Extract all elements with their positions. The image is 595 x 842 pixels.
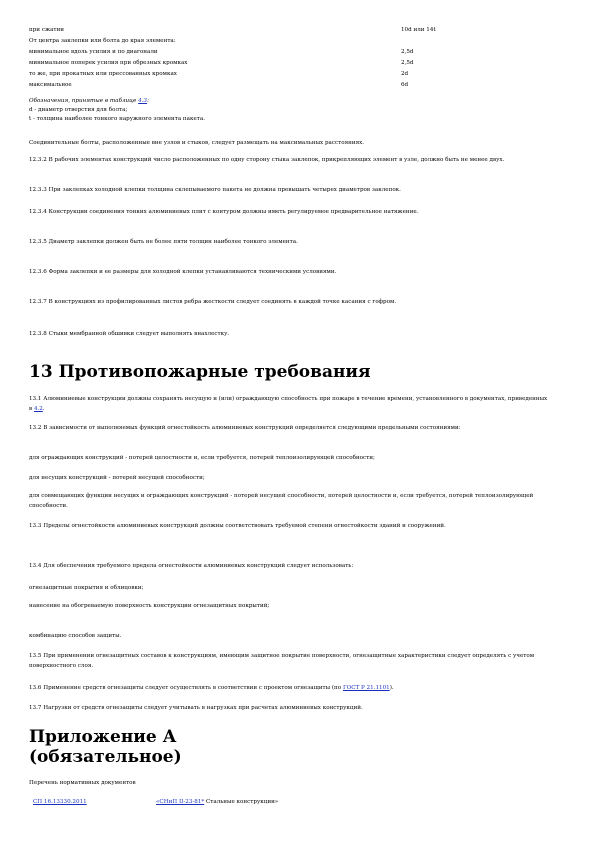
ref-title-link[interactable]: «СНиП II-23-81*: [156, 799, 205, 805]
paragraph: 12.3.5 Диаметр заклепки должен быть не более пяти толщин наиболее тонкого элемента.: [29, 239, 298, 245]
table-row-label: минимальное поперек усилия при обрезных кромках: [29, 60, 188, 66]
clause-link-4-2[interactable]: 4.2: [33, 405, 43, 412]
paragraph: 12.3.4 Конструкции соединения тонких алюминиевых плит с контуром должны иметь регулируемое предварительное натяжение.: [29, 209, 419, 215]
paragraph: 12.3.7 В конструкциях из профилированных листов ребра жесткости следует соединять в каждой точке касания с гофром.: [29, 299, 397, 305]
paragraph: 13.7 Нагрузки от средств огнезащиты следует учитывать в нагрузках при расчетах алюминиевых конструкций.: [29, 705, 363, 711]
paragraph: для совмещающих функции несущих и ограждающих конструкций - потерей несущей способности, потерей целостности и, если требуется, потерей теплоизолирующей способности.: [29, 493, 534, 509]
ref-title-text: Стальные конструкции»: [204, 799, 279, 805]
table-row-label: при сжатии: [29, 27, 64, 33]
paragraph-text: ).: [389, 685, 394, 691]
table-row-label: От центра заклепки или болта до края элемента:: [29, 38, 176, 44]
table-row-value: 2d: [401, 71, 409, 77]
paragraph: [29, 395, 549, 414]
paragraph: 13.3 Пределы огнестойкости алюминиевых конструкций должны соответствовать требуемой степени огнестойкости зданий и сооружений.: [29, 523, 446, 529]
paragraph: 13.2 В зависимости от выполняемых функций огнестойкость алюминиевых конструкций определяется следующими предельными состояниями:: [29, 425, 461, 431]
paragraph: 12.3.3 При заклепках холодной клепки толщина склепываемого пакета не должна превышать четырех диаметров заклепок.: [29, 187, 401, 193]
paragraph: 12.3.6 Форма заклепки и ее размеры для холодной клепки устанавливаются техническими условиями.: [29, 269, 337, 275]
paragraph: комбинацию способов защиты.: [29, 633, 122, 639]
paragraph: 13.4 Для обеспечения требуемого предела огнестойкости алюминиевых конструкций следует использовать:: [29, 563, 354, 569]
paragraph: 12.3.2 В рабочих элементах конструкций число расположенных по одну сторону стыка заклепок, прикрепляющих элемент в узле, должно быть не менее двух.: [29, 157, 505, 163]
paragraph-text: 13.1 Алюминиевые конструкции должны сохранять несущую и (или) ограждающую способность при пожаре в течение времени, установленного в документах, приведенных в: [29, 396, 548, 412]
appendix-status: (обязательное): [29, 747, 182, 767]
table-row-value: 10d или 14t: [401, 27, 436, 33]
table-row-value: 2,5d: [401, 60, 414, 66]
notes-suffix: :: [147, 98, 149, 104]
table-row-label: максимальное: [29, 82, 72, 88]
paragraph-text: .: [42, 405, 45, 412]
table-row-label: то же, при прокатных или прессованных кромках: [29, 71, 177, 77]
note-d: d - диаметр отверстия для болта;: [29, 107, 128, 113]
paragraph-text: 13.6 Применение средств огнезащиты следует осуществлять в соответствии с проектом огнезащиты (по: [29, 685, 343, 691]
ref-code-link[interactable]: [33, 798, 87, 807]
note-t: t - толщина наиболее тонкого наружного элемента пакета.: [29, 116, 206, 122]
notes-prefix: Обозначения, принятые в таблице: [29, 98, 139, 104]
paragraph: 12.3.8 Стыки мембранной обшивки следует выполнять внахлестку.: [29, 331, 230, 337]
table-row-label: минимальное вдоль усилия и по диагонали: [29, 49, 158, 55]
appendix-subtitle: Перечень нормативных документов: [29, 780, 136, 786]
table-row-value: 6d: [401, 82, 409, 88]
ref-title: [156, 798, 278, 807]
paragraph: Соединительные болты, расположенные вне узлов и стыков, следует размещать на максимальных расстояниях.: [29, 140, 365, 146]
ref-code[interactable]: СП 16.13330.2011: [33, 799, 87, 805]
appendix-title: Приложение А: [29, 727, 177, 747]
table-notes-heading: [29, 97, 149, 106]
section-heading: 13 Противопожарные требования: [29, 362, 371, 382]
paragraph: для несущих конструкций - потерей несущей способности;: [29, 475, 205, 481]
paragraph: нанесение на обогреваемую поверхность конструкции огнезащитных покрытий;: [29, 603, 270, 609]
gost-link[interactable]: ГОСТ Р 21.1101: [342, 685, 390, 691]
clause-link-4-3[interactable]: 4.3: [138, 98, 148, 104]
paragraph: [29, 684, 549, 694]
paragraph: огнезащитные покрытия и облицовки;: [29, 585, 144, 591]
paragraph: для ограждающих конструкций - потерей целостности и, если требуется, потерей теплоизолирующей способности;: [29, 455, 375, 461]
table-row-value: 2,5d: [401, 49, 414, 55]
paragraph: 13.5 При применении огнезащитных составов к конструкциям, имеющим защитное покрытие поверхности, огнезащитные характеристики следует определять с учетом поверхностного слоя.: [29, 653, 535, 669]
